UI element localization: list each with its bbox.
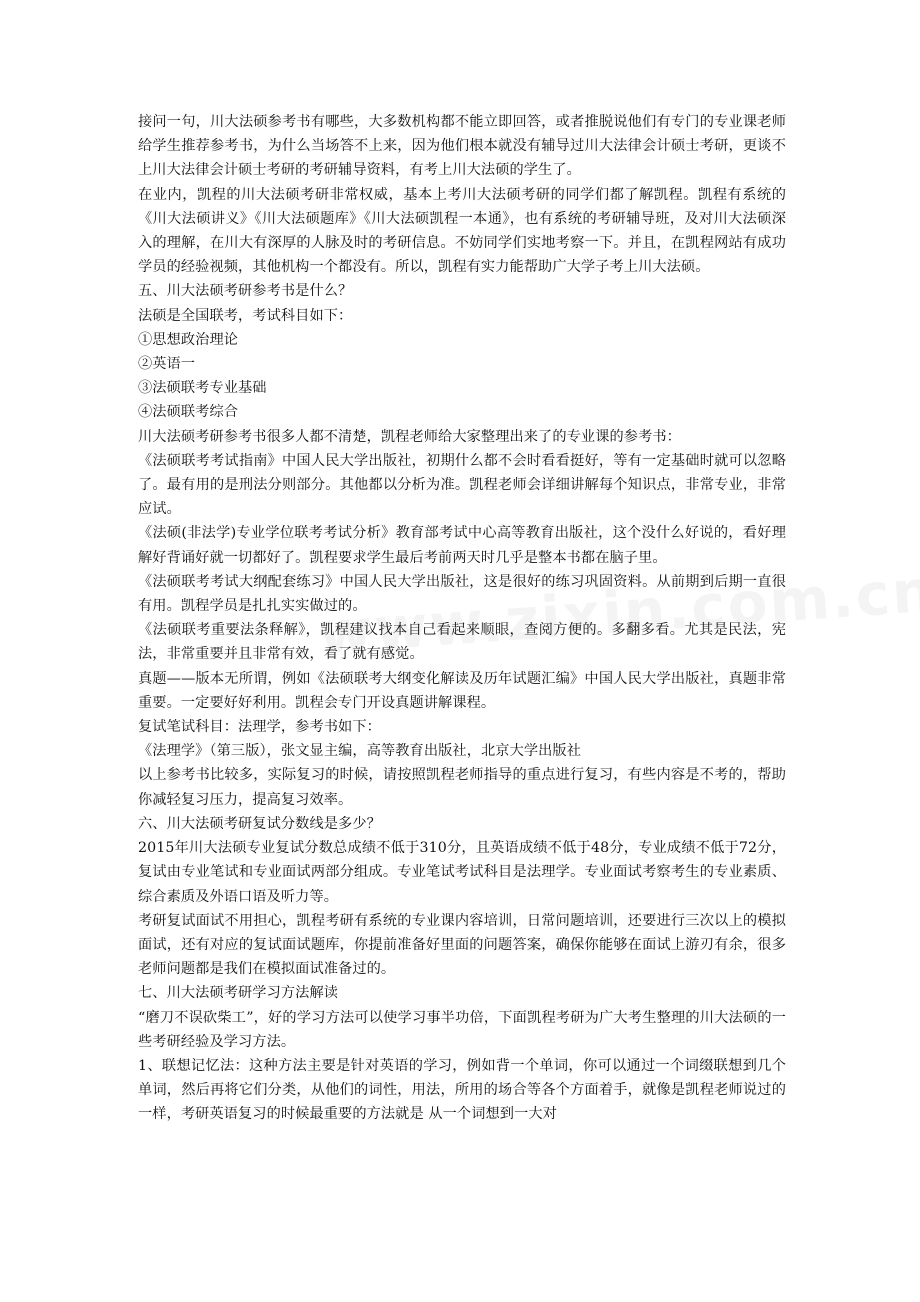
paragraph: “磨刀不误砍柴工”，好的学习方法可以使学习事半功倍，下面凯程考研为广大考生整理的川大法硕的一些考研经验及学习方法。	[138, 1009, 786, 1050]
paragraph: 考研复试面试不用担心，凯程考研有系统的专业课内容培训，日常问题培训，还要进行三次以上的模拟面试，还有对应的复试面试题库，你提前准备好里面的问题答案，确保你能够在面试上游刃有余，很多老师问题都是我们在模拟面试准备过的。	[138, 912, 786, 978]
paragraph: 复试笔试科目：法理学，参考书如下：	[138, 719, 381, 736]
section-heading: 五、川大法硕考研参考书是什么？	[138, 283, 353, 300]
list-item: ①思想政治理论	[138, 331, 239, 348]
paragraph: 《法硕联考考试指南》中国人民大学出版社，初期什么都不会时看看挺好，等有一定基础时就可以忽略了。最有用的是刑法分则部分。其他都以分析为准。凯程老师会详细讲解每个知识点，非常专业，非常应试。	[138, 452, 786, 518]
paragraph: 在业内，凯程的川大法硕考研非常权威，基本上考川大法硕考研的同学们都了解凯程。凯程有系统的《川大法硕讲义》《川大法硕题库》《川大法硕凯程一本通》，也有系统的考研辅导班，及对川大法硕深入的理解，在川大有深厚的人脉及时的考研信息。不妨同学们实地考察一下。并且，在凯程网站有成功学员的经验视频，其他机构一个都没有。所以，凯程有实力能帮助广大学子考上川大法硕。	[138, 186, 786, 276]
paragraph: 2015年川大法硕专业复试分数总成绩不低于310分，且英语成绩不低于48分，专业成绩不低于72分，复试由专业笔试和专业面试两部分组成。专业笔试考试科目是法理学。专业面试考察考生的专业素质、综合素质及外语口语及听力等。	[138, 840, 786, 905]
section-heading: 六、川大法硕考研复试分数线是多少？	[138, 815, 381, 832]
section-heading: 七、川大法硕考研学习方法解读	[138, 985, 339, 1002]
paragraph: 《法硕联考重要法条释解》，凯程建议找本自己看起来顺眼，查阅方便的。多翻多看。尤其是民法，宪法，非常重要并且非常有效，看了就有感觉。	[138, 622, 786, 663]
paragraph: 接问一句，川大法硕参考书有哪些，大多数机构都不能立即回答，或者推脱说他们有专门的专业课老师给学生推荐参考书，为什么当场答不上来，因为他们根本就没有辅导过川大法律会计硕士考研，更谈不上川大法律会计硕士考研的考研辅导资料，有考上川大法硕的学生了。	[138, 114, 786, 179]
paragraph: 《法硕(非法学)专业学位联考考试分析》教育部考试中心高等教育出版社，这个没什么好说的，看好理解好背诵好就一切都好了。凯程要求学生最后考前两天时几乎是整本书都在脑子里。	[138, 525, 786, 566]
paragraph: 《法理学》（第三版），张文显主编，高等教育出版社，北京大学出版社	[138, 743, 582, 760]
paragraph: 法硕是全国联考，考试科目如下：	[138, 307, 353, 324]
paragraph: 《法硕联考考试大纲配套练习》中国人民大学出版社，这是很好的练习巩固资料。从前期到后期一直很有用。凯程学员是扎扎实实做过的。	[138, 573, 786, 615]
list-item: ②英语一	[138, 356, 196, 373]
list-item: ③法硕联考专业基础	[138, 380, 267, 397]
paragraph: 以上参考书比较多，实际复习的时候，请按照凯程老师指导的重点进行复习，有些内容是不考的，帮助你减轻复习压力，提高复习效率。	[138, 767, 786, 808]
paragraph: 1、联想记忆法：这种方法主要是针对英语的学习，例如背一个单词，你可以通过一个词缀联想到几个单词，然后再将它们分类，从他们的词性，用法，所用的场合等各个方面着手，就像是凯程老师说过的一样，考研英语复习的时候最重要的方法就是 从一个词想到一大对	[138, 1057, 786, 1123]
document-body	[138, 110, 786, 1127]
paragraph: 真题——版本无所谓，例如《法硕联考大纲变化解读及历年试题汇编》中国人民大学出版社，真题非常重要。一定要好好利用。凯程会专门开设真题讲解课程。	[138, 670, 786, 711]
paragraph: 川大法硕考研参考书很多人都不清楚，凯程老师给大家整理出来了的专业课的参考书：	[138, 428, 681, 445]
list-item: ④法硕联考综合	[138, 404, 239, 421]
